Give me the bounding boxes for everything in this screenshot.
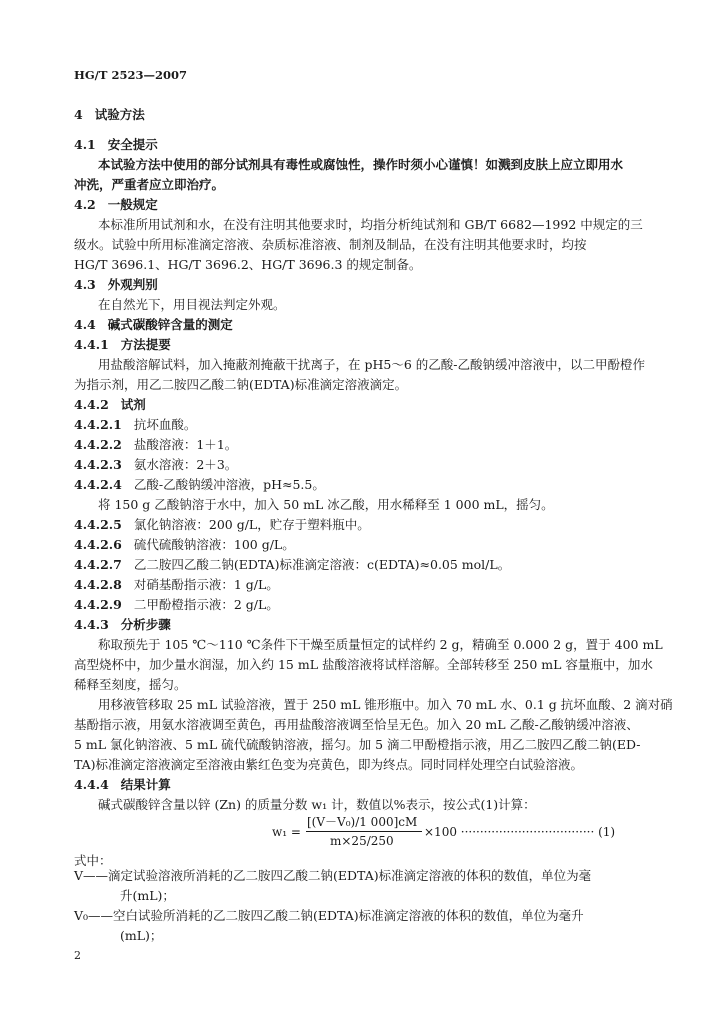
procedure-line: 称取预先于 105 ℃～110 ℃条件下干燥至质量恒定的试样约 2 g，精确至 0.000 2 g，置于 400 mL	[98, 637, 663, 652]
variable-v0-definition: V₀——空白试验所消耗的乙二胺四乙酸二钠(EDTA)标准滴定溶液的体积的数值，单位为毫升	[74, 908, 584, 923]
reagent-number: 4.4.2.4	[74, 477, 122, 492]
section-4-4-4-heading	[74, 777, 171, 793]
reagent-item	[74, 477, 325, 493]
section-title: 试验方法	[94, 107, 145, 122]
reagent-item	[74, 537, 295, 553]
reagent-item	[74, 517, 370, 533]
reagent-number: 4.4.2.1	[74, 417, 122, 432]
section-number: 4.1	[74, 137, 96, 152]
section-title: 一般规定	[107, 197, 158, 212]
reagent-number: 4.4.2.9	[74, 597, 122, 612]
reagent-text: 盐酸溶液：1＋1。	[133, 437, 238, 452]
reagent-item	[74, 597, 279, 613]
section-4-4-1-heading	[74, 337, 171, 353]
standard-code-header: HG/T 2523—2007	[74, 68, 187, 82]
procedure-line: 用移液管移取 25 mL 试验溶液，置于 250 mL 锥形瓶中。加入 70 mL 水、0.1 g 抗坏血酸、2 滴对硝	[98, 697, 673, 712]
safety-paragraph-line-2: 冲洗，严重者应立即治疗。	[74, 177, 225, 192]
formula-numerator: [(V－V₀)/1 000]cM	[307, 815, 418, 829]
section-number: 4.4.1	[74, 337, 109, 352]
reagent-item	[74, 457, 237, 473]
reagent-text: 对硝基酚指示液：1 g/L。	[133, 577, 279, 592]
procedure-line: 基酚指示液，用氨水溶液调至黄色，再用盐酸溶液调至恰呈无色。加入 20 mL 乙酸-乙酸钠缓冲溶液、	[74, 717, 639, 732]
procedure-line: 5 mL 氯化钠溶液、5 mL 硫代硫酸钠溶液，摇匀。加 5 滴二甲酚橙指示液，用乙二胺四乙酸二钠(ED-	[74, 737, 641, 752]
method-summary-line-2: 为指示剂，用乙二胺四乙酸二钠(EDTA)标准滴定溶液滴定。	[74, 377, 408, 392]
variable-v-unit: 升(mL)；	[120, 888, 175, 903]
reagent-text: 抗坏血酸。	[133, 417, 197, 432]
section-title: 外观判别	[107, 277, 158, 292]
procedure-line: 稀释至刻度，摇匀。	[74, 677, 187, 692]
section-4-4-3-heading	[74, 617, 171, 633]
formula-fraction-bar	[306, 831, 422, 832]
safety-paragraph-line-1: 本试验方法中使用的部分试剂具有毒性或腐蚀性，操作时须小心谨慎！如溅到皮肤上应立即用水	[98, 157, 624, 172]
reagent-number: 4.4.2.7	[74, 557, 122, 572]
reagent-number: 4.4.2.6	[74, 537, 122, 552]
section-4-2-heading	[74, 197, 158, 213]
reagent-text: 乙二胺四乙酸二钠(EDTA)标准滴定溶液：c(EDTA)≈0.05 mol/L。	[133, 557, 511, 572]
variable-v0-unit: (mL)；	[120, 928, 163, 943]
formula-tail: ×100 ··································· (1)	[424, 825, 616, 839]
variable-v-definition: V——滴定试验溶液所消耗的乙二胺四乙酸二钠(EDTA)标准滴定溶液的体积的数值，单位为毫	[74, 868, 592, 883]
section-title: 试剂	[120, 397, 146, 412]
reagent-text: 氯化钠溶液：200 g/L，贮存于塑料瓶中。	[133, 517, 370, 532]
reagent-number: 4.4.2.3	[74, 457, 122, 472]
section-4-3-heading	[74, 277, 158, 293]
formula-denominator: m×25/250	[330, 834, 394, 848]
section-4-1-heading	[74, 137, 158, 153]
section-number: 4.4.4	[74, 777, 109, 792]
general-rules-line-2: 级水。试验中所用标准滴定溶液、杂质标准溶液、制剂及制品，在没有注明其他要求时，均按	[74, 237, 587, 252]
section-number: 4.2	[74, 197, 96, 212]
calculation-intro: 碱式碳酸锌含量以锌 (Zn) 的质量分数 w₁ 计，数值以%表示，按公式(1)计算：	[98, 797, 536, 812]
reagent-number: 4.4.2.8	[74, 577, 122, 592]
general-rules-line-3: HG/T 3696.1、HG/T 3696.2、HG/T 3696.3 的规定制备。	[74, 257, 422, 272]
reagent-item	[74, 417, 196, 433]
section-title: 分析步骤	[120, 617, 171, 632]
section-4-heading	[74, 107, 145, 123]
reagent-item	[74, 557, 510, 573]
section-title: 安全提示	[107, 137, 158, 152]
section-number: 4.4	[74, 317, 96, 332]
reagent-preparation-note: 将 150 g 乙酸钠溶于水中，加入 50 mL 冰乙酸，用水稀释至 1 000 mL，摇匀。	[98, 497, 554, 512]
section-title: 方法提要	[120, 337, 171, 352]
reagent-text: 氨水溶液：2＋3。	[133, 457, 238, 472]
section-number: 4.3	[74, 277, 96, 292]
where-label: 式中：	[74, 853, 112, 868]
section-4-4-heading	[74, 317, 233, 333]
method-summary-line-1: 用盐酸溶解试料，加入掩蔽剂掩蔽干扰离子，在 pH5～6 的乙酸-乙酸钠缓冲溶液中，以二甲酚橙作	[98, 357, 645, 372]
appearance-paragraph: 在自然光下，用目视法判定外观。	[98, 297, 286, 312]
reagent-number: 4.4.2.2	[74, 437, 122, 452]
reagent-item	[74, 577, 279, 593]
reagent-text: 乙酸-乙酸钠缓冲溶液，pH≈5.5。	[133, 477, 325, 492]
section-title: 结果计算	[120, 777, 171, 792]
section-number: 4.4.2	[74, 397, 109, 412]
reagent-text: 二甲酚橙指示液：2 g/L。	[133, 597, 279, 612]
reagent-text: 硫代硫酸钠溶液：100 g/L。	[133, 537, 295, 552]
section-title: 碱式碳酸锌含量的测定	[107, 317, 233, 332]
procedure-line: TA)标准滴定溶液滴定至溶液由紫红色变为亮黄色，即为终点。同时同样处理空白试验溶液。	[74, 757, 584, 772]
formula-lhs: w₁ =	[272, 825, 301, 839]
reagent-number: 4.4.2.5	[74, 517, 122, 532]
reagent-item	[74, 437, 237, 453]
section-number: 4	[74, 107, 83, 122]
section-number: 4.4.3	[74, 617, 109, 632]
procedure-line: 高型烧杯中，加少量水润湿，加入约 15 mL 盐酸溶液将试样溶解。全部转移至 250 mL 容量瓶中，加水	[74, 657, 653, 672]
section-4-4-2-heading	[74, 397, 146, 413]
page-number: 2	[74, 949, 81, 962]
general-rules-line-1: 本标准所用试剂和水，在没有注明其他要求时，均指分析纯试剂和 GB/T 6682—1992 中规定的三	[98, 217, 643, 232]
